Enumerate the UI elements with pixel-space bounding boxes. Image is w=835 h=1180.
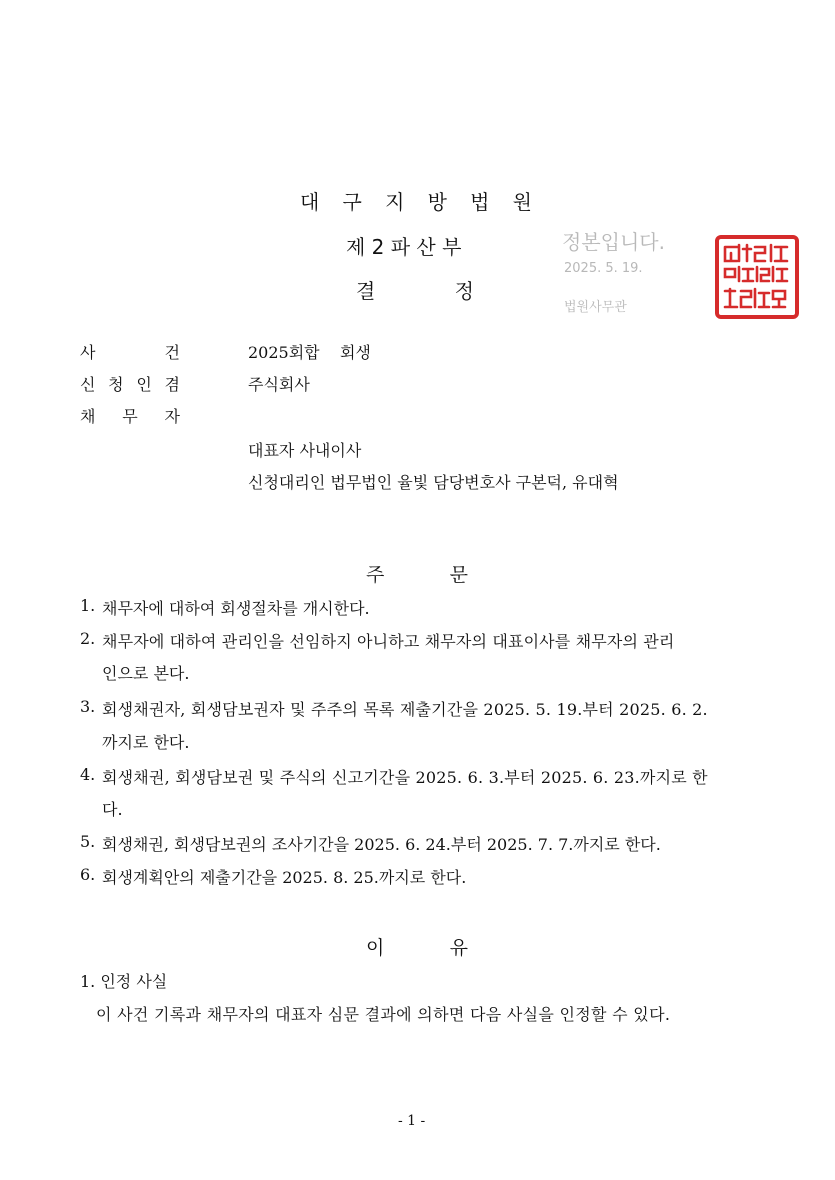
order-item-text-continued: 인으로 본다. bbox=[102, 664, 190, 683]
order-item-text: 회생계획안의 제출기간을 2025. 8. 25.까지로 한다. bbox=[102, 868, 467, 887]
order-item-text-continued: 까지로 한다. bbox=[102, 733, 190, 752]
court-seal-icon bbox=[715, 235, 799, 319]
order-item-number: 5. bbox=[80, 832, 96, 851]
label-char: 인 bbox=[136, 375, 152, 394]
party-label-case bbox=[80, 340, 180, 363]
order-item-number: 3. bbox=[80, 697, 96, 716]
division-name: 제 2 파 산 부 bbox=[346, 235, 462, 259]
reasons-heading bbox=[366, 933, 468, 960]
order-item-number: 2. bbox=[80, 629, 96, 648]
representative-line: 대표자 사내이사 bbox=[248, 441, 362, 460]
order-item-text: 채무자에 대하여 회생절차를 개시한다. bbox=[102, 599, 370, 618]
reasons-paragraph: 이 사건 기록과 채무자의 대표자 심문 결과에 의하면 다음 사실을 인정할 수 있다. bbox=[96, 1005, 671, 1024]
label-char: 채 bbox=[80, 407, 96, 426]
party-label-debtor bbox=[80, 404, 180, 427]
order-item-text: 회생채권, 회생담보권의 조사기간을 2025. 6. 24.부터 2025. 7. 7.까지로 한다. bbox=[102, 835, 661, 854]
heading-char: 유 bbox=[449, 937, 468, 959]
court-name-char: 대 bbox=[300, 190, 320, 214]
order-item-text: 회생채권, 회생담보권 및 주식의 신고기간을 2025. 6. 3.부터 2025. 6. 23.까지로 한 bbox=[102, 768, 708, 787]
heading-char: 주 bbox=[366, 564, 385, 586]
label-char: 사 bbox=[80, 343, 96, 362]
court-name-char: 방 bbox=[427, 190, 447, 214]
attorney-line: 신청대리인 법무법인 율빛 담당변호사 구본덕, 유대혁 bbox=[248, 473, 619, 492]
applicant-value: 주식회사 bbox=[248, 375, 310, 394]
order-item-number: 6. bbox=[80, 865, 96, 884]
label-char: 신 bbox=[80, 375, 96, 394]
court-name bbox=[300, 186, 532, 215]
label-char: 건 bbox=[164, 343, 180, 362]
certified-copy-date: 2025. 5. 19. bbox=[564, 261, 643, 276]
order-item-text: 채무자에 대하여 관리인을 선임하지 아니하고 채무자의 대표이사를 채무자의 관리 bbox=[102, 632, 675, 651]
certified-copy-officer: 법원사무관 bbox=[564, 300, 627, 315]
page-number: - 1 - bbox=[398, 1113, 426, 1129]
label-char: 겸 bbox=[164, 375, 180, 394]
order-item-number: 1. bbox=[80, 596, 96, 615]
document-type-char: 결 bbox=[356, 279, 376, 303]
court-name-char: 지 bbox=[385, 190, 405, 214]
court-name-char: 원 bbox=[512, 190, 532, 214]
heading-char: 이 bbox=[366, 937, 385, 959]
order-heading bbox=[366, 560, 468, 587]
label-char: 자 bbox=[164, 407, 180, 426]
document-type bbox=[356, 275, 474, 304]
order-item-text-continued: 다. bbox=[102, 800, 123, 819]
reasons-subtitle: 1. 인정 사실 bbox=[80, 972, 168, 991]
case-number-value: 2025회합 회생 bbox=[248, 343, 371, 362]
label-char: 무 bbox=[122, 407, 138, 426]
heading-char: 문 bbox=[449, 564, 468, 586]
party-label-applicant bbox=[80, 372, 180, 395]
court-name-char: 구 bbox=[342, 190, 362, 214]
document-type-char: 정 bbox=[454, 279, 474, 303]
court-name-char: 법 bbox=[470, 190, 490, 214]
order-item-text: 회생채권자, 회생담보권자 및 주주의 목록 제출기간을 2025. 5. 19.부터 2025. 6. 2. bbox=[102, 700, 708, 719]
label-char: 청 bbox=[108, 375, 124, 394]
order-item-number: 4. bbox=[80, 765, 96, 784]
certified-copy-title: 정본입니다. bbox=[562, 230, 665, 254]
